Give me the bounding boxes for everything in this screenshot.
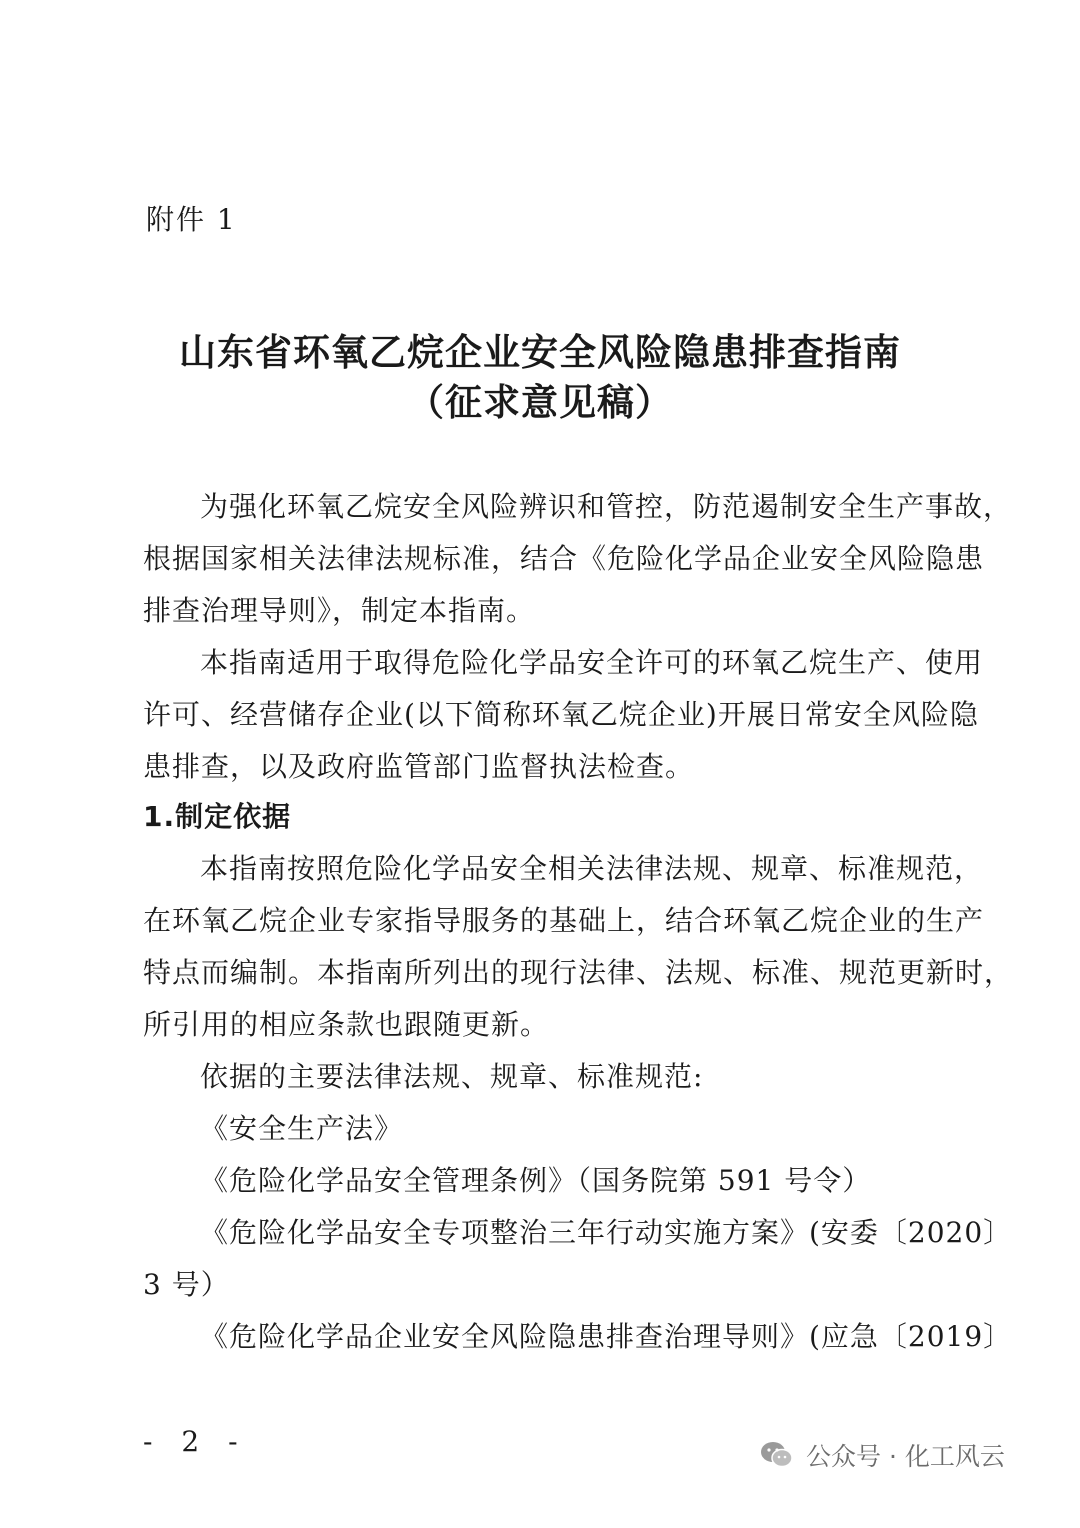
wechat-icon [760, 1440, 794, 1470]
reference-item-continuation: 3 号） [143, 1268, 230, 1301]
reference-item: 《危险化学品安全管理条例》（国务院第 591 号令） [200, 1164, 872, 1197]
watermark [760, 1435, 1005, 1475]
page-number: - 2 - [143, 1425, 248, 1458]
paragraph-line: 患排查，以及政府监管部门监督执法检查。 [143, 750, 695, 783]
paragraph-line: 在环氧乙烷企业专家指导服务的基础上，结合环氧乙烷企业的生产 [143, 904, 985, 937]
watermark-text: 公众号 · 化工风云 [806, 1442, 1005, 1471]
paragraph-line: 所引用的相应条款也跟随更新。 [143, 1008, 550, 1041]
document-title: 山东省环氧乙烷企业安全风险隐患排查指南 [179, 331, 901, 374]
document-subtitle: （征求意见稿） [407, 381, 673, 424]
paragraph-line: 本指南按照危险化学品安全相关法律法规、规章、标准规范， [200, 852, 984, 885]
paragraph-line: 本指南适用于取得危险化学品安全许可的环氧乙烷生产、使用 [200, 646, 984, 679]
paragraph-line: 依据的主要法律法规、规章、标准规范: [200, 1060, 704, 1093]
paragraph-line: 为强化环氧乙烷安全风险辨识和管控，防范遏制安全生产事故， [200, 490, 1013, 523]
attachment-label: 附件 1 [146, 203, 237, 236]
paragraph-line: 根据国家相关法律法规标准，结合《危险化学品企业安全风险隐患 [143, 542, 985, 575]
reference-item: 《危险化学品安全专项整治三年行动实施方案》(安委〔2020〕 [200, 1216, 1013, 1249]
section-heading: 1.制定依据 [143, 800, 292, 833]
paragraph-line: 特点而编制。本指南所列出的现行法律、法规、标准、规范更新时， [143, 956, 1014, 989]
paragraph-line: 许可、经营储存企业(以下简称环氧乙烷企业)开展日常安全风险隐 [143, 698, 979, 731]
reference-item: 《安全生产法》 [200, 1112, 404, 1145]
reference-item: 《危险化学品企业安全风险隐患排查治理导则》(应急〔2019〕 [200, 1320, 1013, 1353]
paragraph-line: 排查治理导则》，制定本指南。 [143, 594, 536, 627]
